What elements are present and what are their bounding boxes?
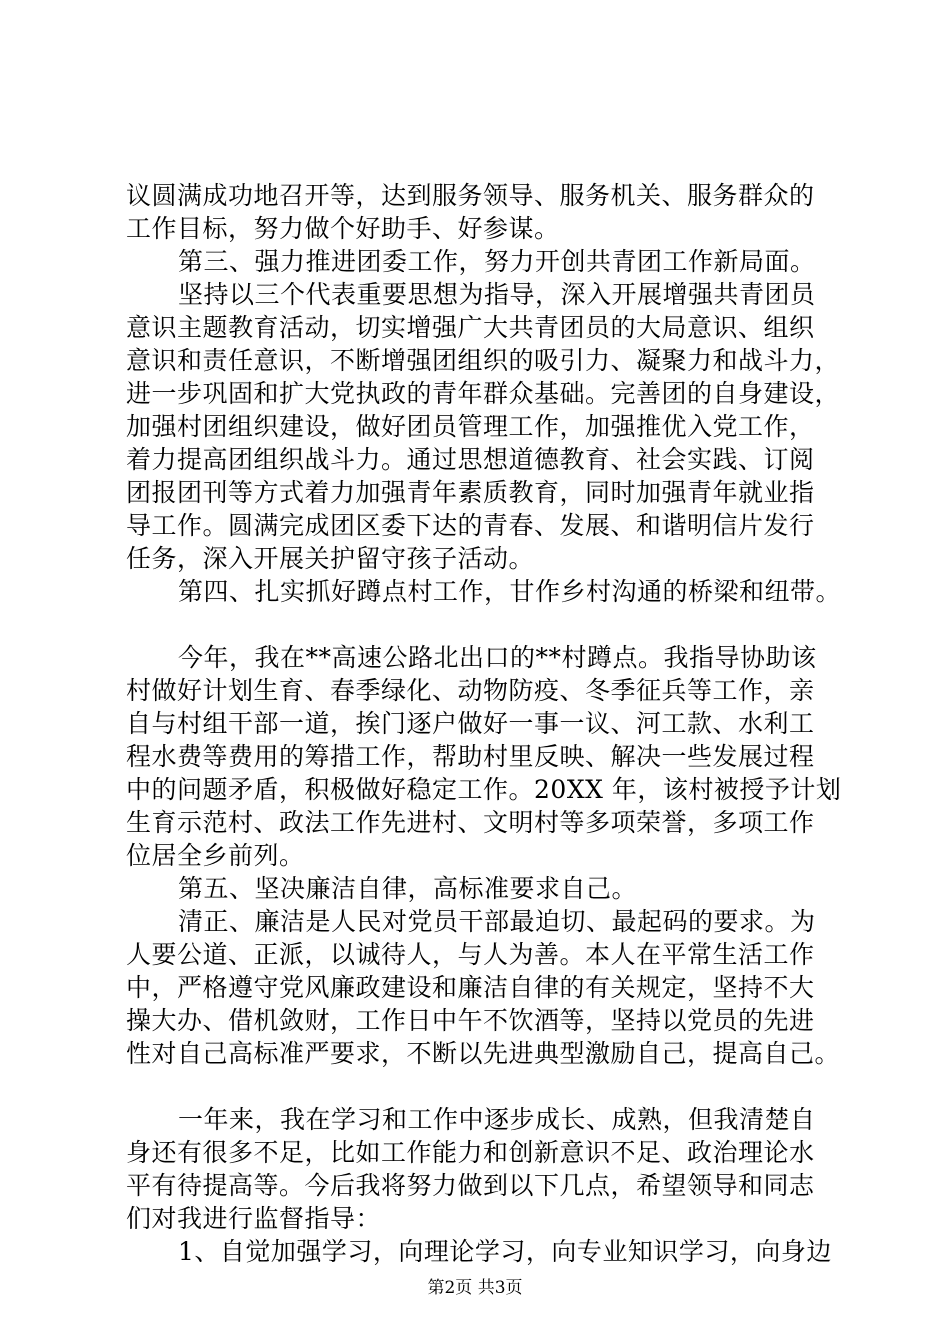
text-line: 进一步巩固和扩大党执政的青年群众基础。完善团的自身建设，: [126, 379, 841, 408]
text-line: 生育示范村、政法工作先进村、文明村等多项荣誉，多项工作: [126, 808, 815, 837]
text-line: 位居全乡前列。: [126, 841, 305, 870]
text-line: 团报团刊等方式着力加强青年素质教育，同时加强青年就业指: [126, 478, 815, 507]
text-line: 平有待提高等。今后我将努力做到以下几点，希望领导和同志: [126, 1171, 815, 1200]
text-line: 加强村团组织建设，做好团员管理工作，加强推优入党工作，: [126, 412, 815, 441]
text-line: 第四、扎实抓好蹲点村工作，甘作乡村沟通的桥梁和纽带。: [178, 577, 842, 606]
text-line: 导工作。圆满完成团区委下达的青春、发展、和谐明信片发行: [126, 511, 815, 540]
text-line: 身还有很多不足，比如工作能力和创新意识不足、政治理论水: [126, 1138, 815, 1167]
text-line: 们对我进行监督指导：: [126, 1204, 382, 1233]
text-line: 工作目标，努力做个好助手、好参谋。: [126, 214, 560, 243]
text-line: 程水费等费用的筹措工作，帮助村里反映、解决一些发展过程: [126, 742, 815, 771]
page-number-footer: 第2页 共3页: [427, 1278, 523, 1298]
text-line: 村做好计划生育、春季绿化、动物防疫、冬季征兵等工作，亲: [126, 676, 815, 705]
text-line: 一年来，我在学习和工作中逐步成长、成熟，但我清楚自: [178, 1105, 816, 1134]
text-line: 1、自觉加强学习，向理论学习，向专业知识学习，向身边: [178, 1237, 832, 1266]
text-line: 自与村组干部一道，挨门逐户做好一事一议、河工款、水利工: [126, 709, 815, 738]
text-line: 第五、坚决廉洁自律，高标准要求自己。: [178, 874, 638, 903]
text-line: 任务，深入开展关护留守孩子活动。: [126, 544, 535, 573]
text-line: 清正、廉洁是人民对党员干部最迫切、最起码的要求。为: [178, 907, 816, 936]
text-line: 中，严格遵守党风廉政建设和廉洁自律的有关规定，坚持不大: [126, 973, 815, 1002]
text-line: 操大办、借机敛财，工作日中午不饮酒等，坚持以党员的先进: [126, 1006, 815, 1035]
text-line: 第三、强力推进团委工作，努力开创共青团工作新局面。: [178, 247, 816, 276]
text-line: 着力提高团组织战斗力。通过思想道德教育、社会实践、订阅: [126, 445, 815, 474]
text-line: 中的问题矛盾，积极做好稳定工作。20XX 年，该村被授予计划: [126, 775, 842, 804]
text-line: 坚持以三个代表重要思想为指导，深入开展增强共青团员: [178, 280, 816, 309]
text-line: 意识主题教育活动，切实增强广大共青团员的大局意识、组织: [126, 313, 815, 342]
text-line: 性对自己高标准严要求，不断以先进典型激励自己，提高自己。: [126, 1039, 841, 1068]
text-line: 今年，我在**高速公路北出口的**村蹲点。我指导协助该: [178, 643, 817, 672]
text-line: 议圆满成功地召开等，达到服务领导、服务机关、服务群众的: [126, 181, 815, 210]
text-line: 人要公道、正派，以诚待人，与人为善。本人在平常生活工作: [126, 940, 815, 969]
text-line: 意识和责任意识，不断增强团组织的吸引力、凝聚力和战斗力，: [126, 346, 841, 375]
